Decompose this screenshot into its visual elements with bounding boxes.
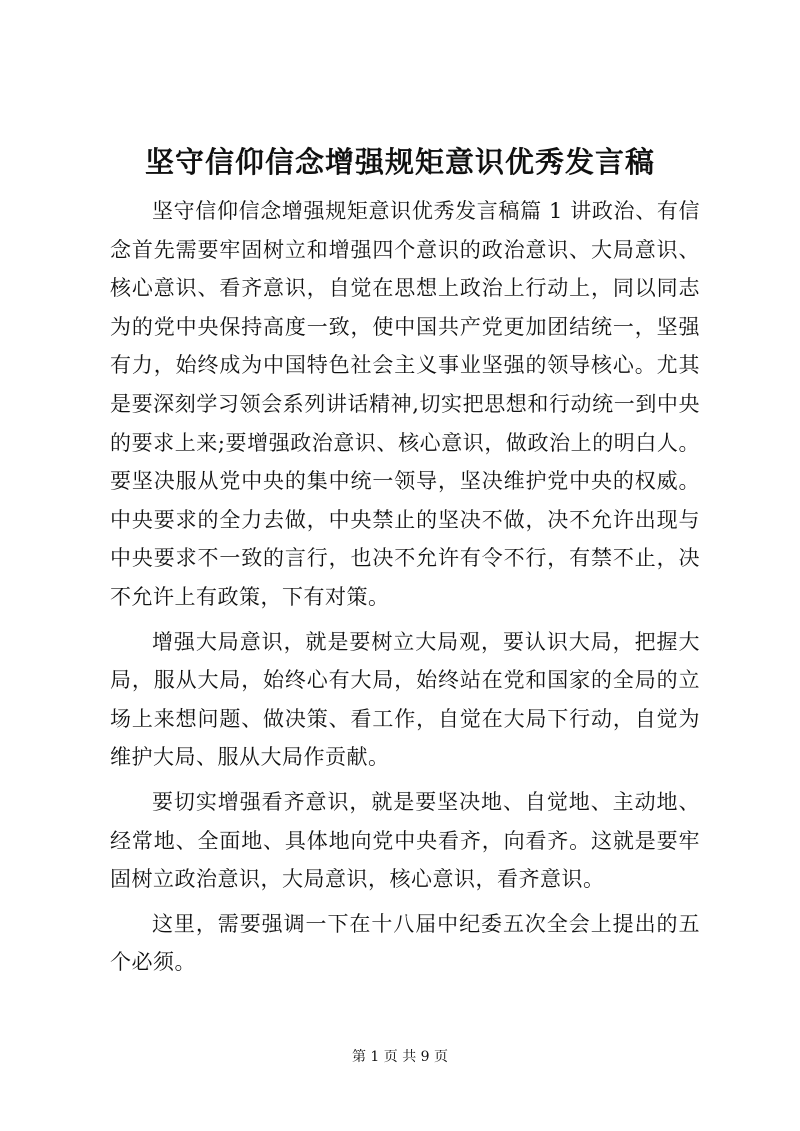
- paragraph: 这里，需要强调一下在十八届中纪委五次全会上提出的五个必须。: [110, 911, 700, 975]
- document-body: [110, 192, 700, 988]
- paragraph: 要切实增强看齐意识，就是要坚决地、自觉地、主动地、经常地、全面地、具体地向党中央看齐，向看齐。这就是要牢固树立政治意识，大局意识，核心意识，看齐意识。: [110, 789, 700, 892]
- page-number-footer: 第 1 页 共 9 页: [351, 1049, 449, 1065]
- paragraph: 坚守信仰信念增强规矩意识优秀发言稿篇 1 讲政治、有信念首先需要牢固树立和增强四个意识的政治意识、大局意识、核心意识、看齐意识，自觉在思想上政治上行动上，同以同志为的党中央保持高度一致，使中国共产党更加团结统一，坚强有力，始终成为中国特色社会主义事业坚强的领导核心。尤其是要深刻学习领会系列讲话精神,切实把思想和行动统一到中央的要求上来;要增强政治意识、核心意识，做政治上的明白人。要坚决服从党中央的集中统一领导，坚决维护党中央的权威。中央要求的全力去做，中央禁止的坚决不做，决不允许出现与中央要求不一致的言行，也决不允许有令不行，有禁不止，决不允许上有政策，下有对策。: [110, 199, 700, 609]
- document-title: 坚守信仰信念增强规矩意识优秀发言稿: [144, 145, 655, 179]
- paragraph: 增强大局意识，就是要树立大局观，要认识大局，把握大局，服从大局，始终心有大局，始终站在党和国家的全局的立场上来想问题、做决策、看工作，自觉在大局下行动，自觉为维护大局、服从大局作贡献。: [110, 629, 700, 770]
